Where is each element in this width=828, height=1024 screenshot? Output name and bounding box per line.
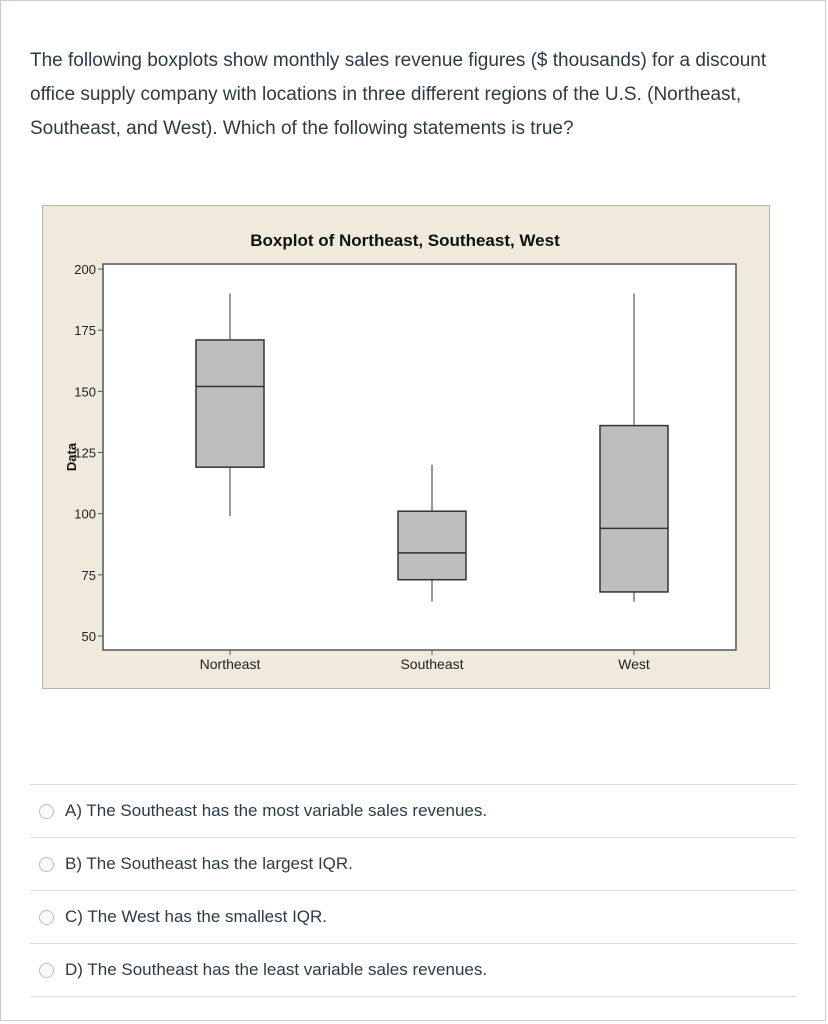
answer-options: [30, 784, 797, 997]
radio-button[interactable]: [39, 963, 54, 978]
option-b[interactable]: [30, 837, 797, 890]
x-tick-label: Northeast: [199, 656, 261, 672]
option-label: A) The Southeast has the most variable sales revenues.: [65, 801, 488, 820]
x-tick-label: Southeast: [400, 656, 464, 672]
option-c[interactable]: [30, 890, 797, 943]
y-tick-label: 150: [74, 384, 96, 400]
radio-button[interactable]: [39, 804, 54, 819]
y-tick-label: 75: [81, 567, 96, 583]
y-tick-label: 50: [81, 629, 96, 644]
box-west: [600, 426, 668, 592]
question-text: The following boxplots show monthly sales revenue figures ($ thousands) for a discount office supply company with locations in three different regions of the U.S. (Northeast, Southeast, and West). Which of the following statements is true?: [30, 50, 767, 139]
radio-button[interactable]: [39, 857, 54, 872]
y-axis-label: Data: [64, 442, 79, 472]
boxplot-chart: [42, 205, 770, 689]
option-label: D) The Southeast has the least variable sales revenues.: [65, 960, 488, 979]
option-d[interactable]: [30, 943, 797, 997]
radio-button[interactable]: [39, 910, 54, 925]
chart-title: Boxplot of Northeast, Southeast, West: [250, 231, 560, 250]
y-tick-label: 175: [74, 323, 96, 339]
x-tick-label: West: [618, 656, 650, 672]
y-tick-label: 200: [74, 262, 96, 277]
y-tick-label: 125: [74, 445, 96, 461]
box-southeast: [398, 511, 466, 580]
option-label: B) The Southeast has the largest IQR.: [65, 854, 353, 873]
option-a[interactable]: [30, 784, 797, 837]
option-label: C) The West has the smallest IQR.: [65, 907, 328, 926]
box-northeast: [196, 340, 264, 467]
y-tick-label: 100: [74, 506, 96, 522]
